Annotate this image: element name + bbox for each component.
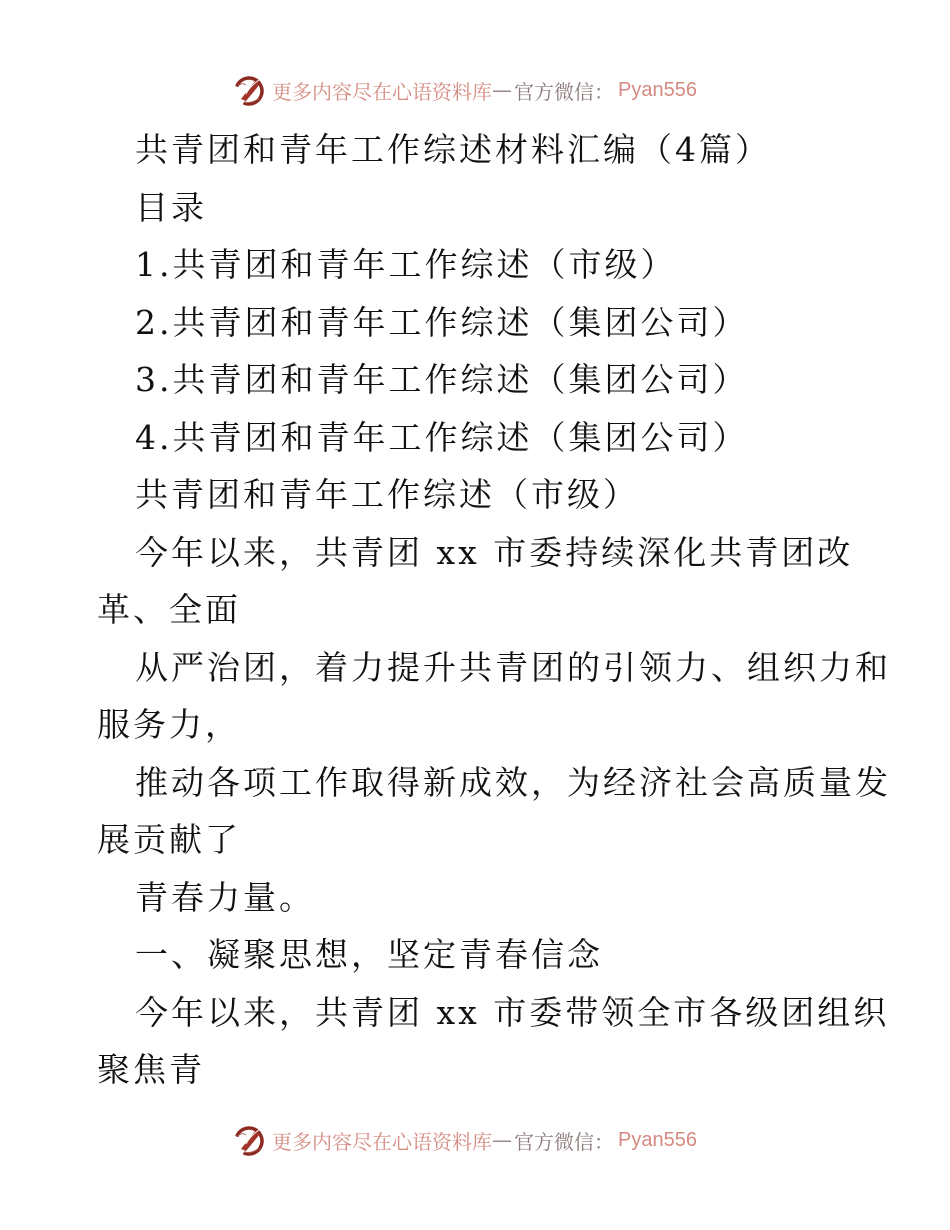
body-line: 推动各项工作取得新成效，为经济社会高质量发 [135,762,891,802]
body-line: 革、全面 [97,590,241,629]
quill-pen-logo-icon [232,1122,268,1158]
watermark-wechat-label: 官方微信： [514,79,614,104]
body-line: 服务力， [97,705,241,744]
document-page [97,121,891,1099]
header-watermark [232,70,697,110]
footer-watermark [232,1120,697,1160]
body-line: 从严治团，着力提升共青团的引领力、组织力和 [135,647,891,687]
subsection-heading: 一、凝聚思想，坚定青春信念 [135,935,603,974]
watermark-site-text: 更多内容尽在心语资料库 [272,79,492,104]
watermark-wechat-label: 官方微信： [514,1129,614,1154]
toc-item-1: 1.共青团和青年工作综述（市级） [135,245,677,284]
body-line: 聚焦青 [97,1050,205,1089]
watermark-wechat-id: Pyan556 [618,1128,697,1151]
toc-item-2: 2.共青团和青年工作综述（集团公司） [135,302,749,342]
watermark-site-text: 更多内容尽在心语资料库 [272,1129,492,1154]
body-line: 今年以来，共青团 xx 市委带领全市各级团组织 [135,992,890,1032]
body-line: 今年以来，共青团 xx 市委持续深化共青团改 [135,532,854,572]
section-title: 共青团和青年工作综述（市级） [135,475,639,514]
body-line: 青春力量。 [135,877,315,917]
body-line: 展贡献了 [97,820,241,859]
toc-item-3: 3.共青团和青年工作综述（集团公司） [135,360,749,399]
document-title: 共青团和青年工作综述材料汇编（4篇） [135,130,771,169]
watermark-wechat-id: Pyan556 [618,78,697,101]
watermark-separator: — [492,78,512,102]
quill-pen-logo-icon [232,72,268,108]
watermark-separator: — [492,1128,512,1152]
toc-item-4: 4.共青团和青年工作综述（集团公司） [135,417,749,457]
toc-heading: 目录 [135,187,207,227]
